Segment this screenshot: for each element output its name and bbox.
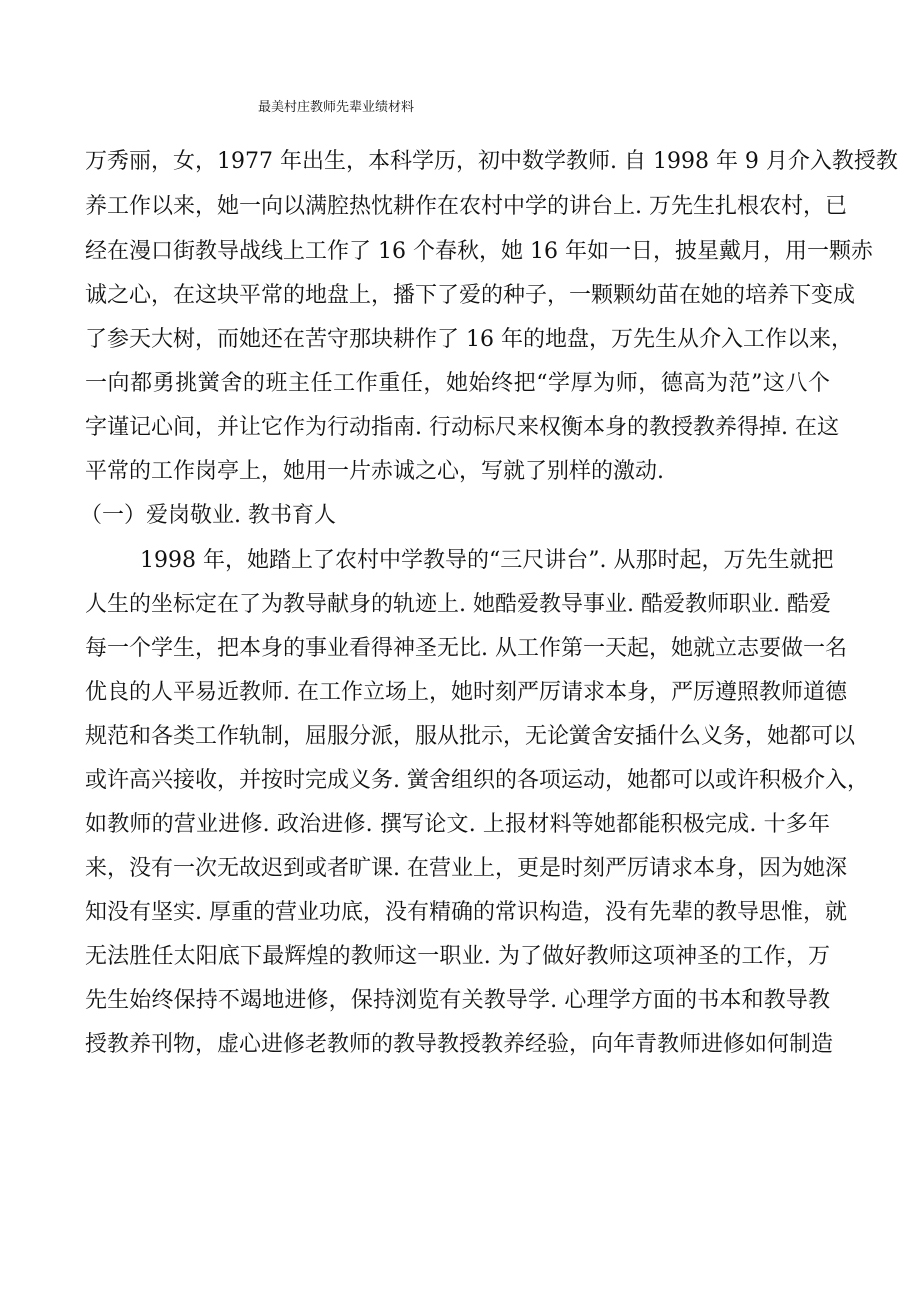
- body-line: 了参天大树，而她还在苦守那块耕作了 16 年的地盘，万先生从介入工作以来，: [85, 327, 853, 352]
- body-line: 来，没有一次无故迟到或者旷课. 在营业上，更是时刻严厉请求本身，因为她深: [85, 856, 847, 881]
- body-line: 先生始终保持不竭地进修，保持浏览有关教导学. 心理学方面的书本和教导教: [85, 988, 830, 1013]
- body-line: 经在漫口街教导战线上工作了 16 个春秋，她 16 年如一日，披星戴月，用一颗赤: [85, 239, 873, 264]
- body-line: 字谨记心间，并让它作为行动指南. 行动标尺来权衡本身的教授教养得掉. 在这: [85, 415, 839, 440]
- body-line: 1998 年，她踏上了农村中学教导的“三尺讲台”. 从那时起，万先生就把: [140, 548, 834, 573]
- body-line: 无法胜任太阳底下最辉煌的教师这一职业. 为了做好教师这项神圣的工作，万: [85, 944, 830, 969]
- body-line: 诚之心，在这块平常的地盘上，播下了爱的种子，一颗颗幼苗在她的培养下变成: [85, 283, 856, 308]
- body-line: 每一个学生，把本身的事业看得神圣无比. 从工作第一天起，她就立志要做一名: [85, 636, 847, 661]
- body-line: 或许高兴接收，并按时完成义务. 黉舍组织的各项运动，她都可以或许积极介入，: [85, 768, 869, 793]
- document-title: 最美村庄教师先辈业绩材料: [258, 100, 415, 115]
- body-line: 优良的人平易近教师. 在工作立场上，她时刻严厉请求本身，严厉遵照教师道德: [85, 680, 847, 705]
- body-line: 授教养刊物，虚心进修老教师的教导教授教养经验，向年青教师进修如何制造: [85, 1032, 834, 1057]
- body-line: 规范和各类工作轨制，屈服分派，服从批示，无论黉舍安插什么义务，她都可以: [85, 724, 856, 749]
- body-line: 如教师的营业进修. 政治进修. 撰写论文. 上报材料等她都能积极完成. 十多年: [85, 812, 830, 837]
- body-line: 一向都勇挑黉舍的班主任工作重任，她始终把“学厚为师，德高为范”这八个: [85, 371, 830, 396]
- body-line: 知没有坚实. 厚重的营业功底，没有精确的常识构造，没有先辈的教导思惟，就: [85, 900, 847, 925]
- body-line: 人生的坐标定在了为教导献身的轨迹上. 她酷爱教导事业. 酷爱教师职业. 酷爱: [85, 592, 831, 617]
- body-line: 养工作以来，她一向以满腔热忱耕作在农村中学的讲台上. 万先生扎根农村，已: [85, 194, 847, 219]
- section-heading: （一）爱岗敬业. 教书育人: [80, 503, 336, 528]
- body-line: 万秀丽，女，1977 年出生，本科学历，初中数学教师. 自 1998 年 9 月介入教授教: [85, 149, 898, 174]
- body-line: 平常的工作岗亭上，她用一片赤诚之心，写就了别样的激动.: [85, 459, 664, 484]
